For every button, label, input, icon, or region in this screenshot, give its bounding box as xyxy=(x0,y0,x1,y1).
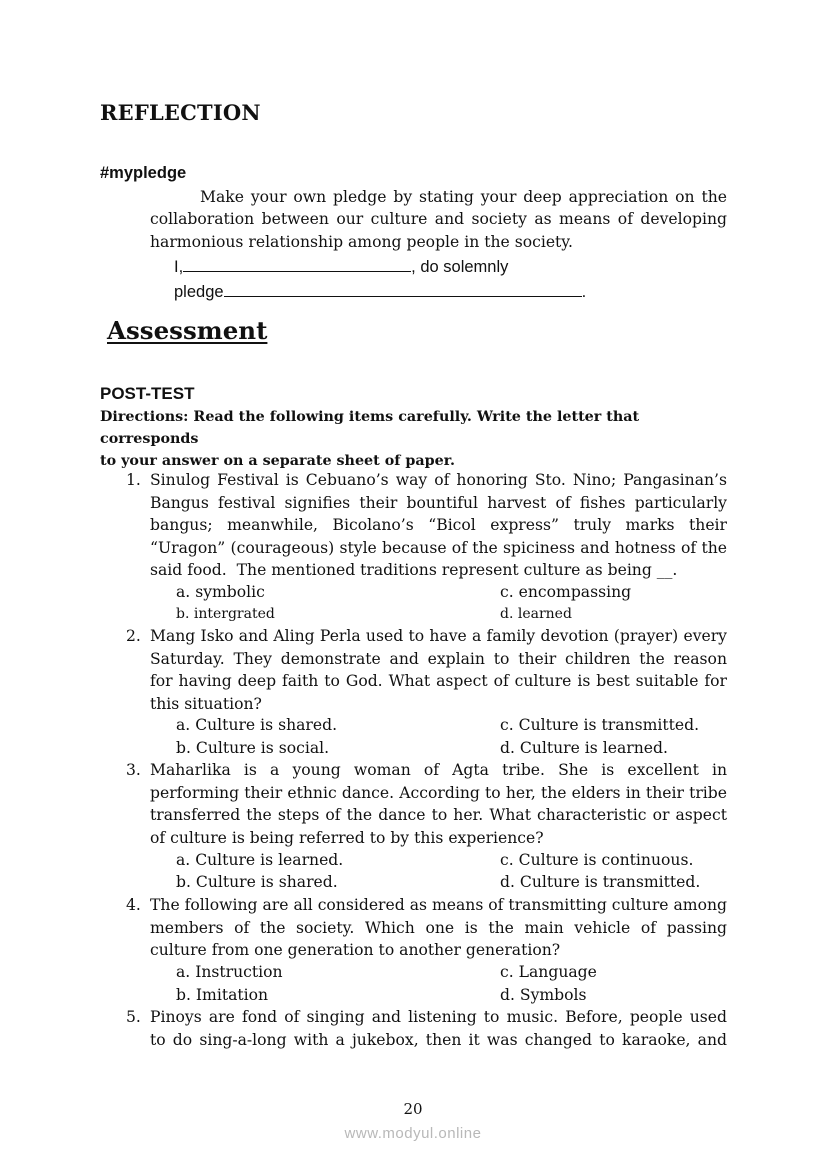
watermark: www.modyul.online xyxy=(344,1125,482,1142)
question-line: this situation? xyxy=(150,694,262,713)
question-line: Mang Isko and Aling Perla used to have a family devotion (prayer) every xyxy=(150,627,727,645)
question-line: “Uragon” (courageous) style because of the spiciness and hotness of the xyxy=(150,538,727,557)
choice-c: c. encompassing xyxy=(500,583,632,601)
name-blank-field[interactable] xyxy=(183,256,411,272)
question-line: bangus; meanwhile, Bicolano’s “Bicol express” truly marks their xyxy=(150,516,727,534)
question-line: Bangus festival signifies their bountiful harvest of fishes particularly xyxy=(150,493,727,512)
question-number: 2. xyxy=(126,627,141,645)
directions-line: Directions: Read the following items carefully. Write the letter that corresponds xyxy=(100,409,640,447)
choice-b: b. Culture is social. xyxy=(176,739,330,757)
question-line: members of the society. Which one is the main vehicle of passing xyxy=(150,918,727,937)
question-text xyxy=(150,469,727,582)
choice-a: a. Culture is learned. xyxy=(176,851,344,869)
choice-d: d. Culture is learned. xyxy=(500,739,668,757)
question-number: 5. xyxy=(126,1008,141,1026)
instruction-line: harmonious relationship among people in the society. xyxy=(150,232,574,251)
question-line: transferred the steps of the dance to her. What characteristic or aspect xyxy=(150,806,727,824)
pledge-period: . xyxy=(581,283,587,301)
pledge-blank-field[interactable] xyxy=(224,281,582,297)
question-line: for having deep faith to God. What aspect of culture is best suitable for xyxy=(150,672,727,690)
posttest-subheading: POST-TEST xyxy=(100,384,195,403)
choice-a: a. symbolic xyxy=(176,583,265,601)
question-text xyxy=(150,894,727,962)
question-line: culture from one generation to another generation? xyxy=(150,941,561,959)
choice-b: b. Culture is shared. xyxy=(176,873,338,891)
choice-c: c. Culture is transmitted. xyxy=(500,716,700,734)
choice-c: c. Culture is continuous. xyxy=(500,851,694,869)
question-line: to do sing-a-long with a jukebox, then it was changed to karaoke, and xyxy=(150,1030,727,1049)
choice-b: b. intergrated xyxy=(176,606,275,622)
choice-b: b. Imitation xyxy=(176,986,269,1004)
question-number: 3. xyxy=(126,761,141,779)
instruction-line: Make your own pledge by stating your deep appreciation on the xyxy=(200,188,727,206)
choice-d: d. learned xyxy=(500,606,572,622)
pledge-name-line xyxy=(174,256,508,277)
question-line: Maharlika is a young woman of Agta tribe. She is excellent in xyxy=(150,761,727,779)
question-text xyxy=(150,759,727,849)
pledge-suffix: , do solemnly xyxy=(411,258,509,276)
question-line: The following are all considered as means of transmitting culture among xyxy=(150,896,727,914)
question-line: of culture is being referred to by this experience? xyxy=(150,828,544,847)
question-text xyxy=(150,625,727,715)
question-text xyxy=(150,1006,727,1051)
mypledge-subheading: #mypledge xyxy=(100,164,187,182)
pledge-statement-line xyxy=(174,281,586,302)
question-number: 1. xyxy=(126,471,141,489)
question-line: said food. The mentioned traditions represent culture as being __. xyxy=(150,561,678,579)
question-number: 4. xyxy=(126,896,141,914)
question-line: performing their ethnic dance. According to her, the elders in their tribe xyxy=(150,783,727,802)
choice-a: a. Instruction xyxy=(176,963,283,981)
choice-a: a. Culture is shared. xyxy=(176,716,338,734)
choice-c: c. Language xyxy=(500,963,597,981)
reflection-heading: REFLECTION xyxy=(100,100,261,125)
question-line: Sinulog Festival is Cebuano’s way of honoring Sto. Nino; Pangasinan’s xyxy=(150,471,727,489)
assessment-heading: Assessment xyxy=(107,316,268,345)
choice-d: d. Symbols xyxy=(500,986,587,1004)
pledge-word: pledge xyxy=(174,283,224,301)
choice-d: d. Culture is transmitted. xyxy=(500,873,701,891)
page-number: 20 xyxy=(403,1100,423,1118)
instruction-line: collaboration between our culture and society as means of developing xyxy=(150,210,727,228)
directions xyxy=(100,406,728,472)
question-line: Saturday. They demonstrate and explain to their children the reason xyxy=(150,649,727,668)
pledge-prefix: I, xyxy=(174,258,184,276)
directions-line: to your answer on a separate sheet of paper. xyxy=(100,453,455,469)
pledge-instruction-cont xyxy=(150,208,727,253)
pledge-instruction xyxy=(150,186,727,209)
question-line: Pinoys are fond of singing and listening to music. Before, people used xyxy=(150,1008,727,1026)
